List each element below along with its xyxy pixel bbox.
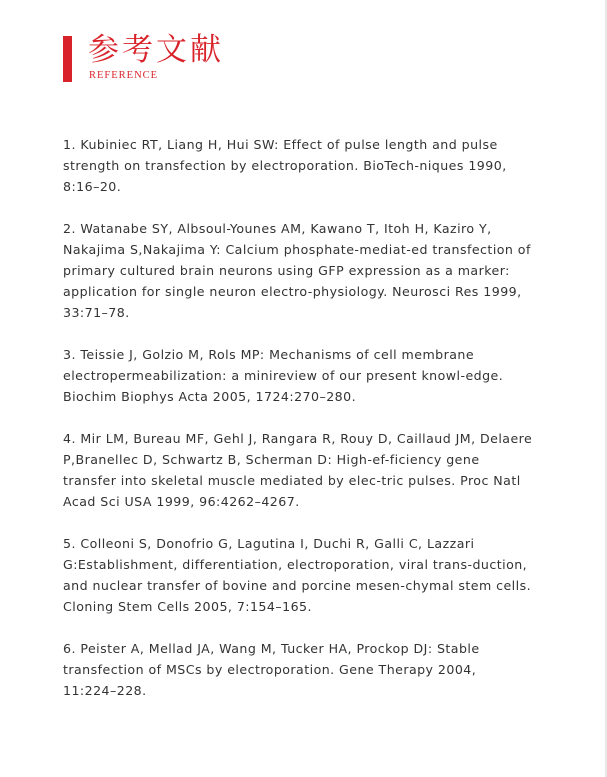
- reference-item-2: 2. Watanabe SY, Albsoul-Younes AM, Kawano T, Itoh H, Kaziro Y, Nakajima S,Nakajima Y: Calcium phosphate-mediat-ed transfection of primary cultured brain neurons using GFP expression as a marker: application for single neuron electro-physiology. Neurosci Res 1999, 33:71–78.: [63, 221, 531, 320]
- page-title: 参考文献: [88, 32, 224, 68]
- reference-item-6: 6. Peister A, Mellad JA, Wang M, Tucker HA, Prockop DJ: Stable transfection of MSCs by electroporation. Gene Therapy 2004, 11:224–228.: [63, 641, 480, 698]
- reference-item-5: 5. Colleoni S, Donofrio G, Lagutina I, Duchi R, Galli C, Lazzari G:Establishment, differentiation, electroporation, viral trans-duction, and nuclear transfer of bovine and porcine mesen-chymal stem cells. Cloning Stem Cells 2005, 7:154–165.: [63, 536, 532, 614]
- reference-item-1: 1. Kubiniec RT, Liang H, Hui SW: Effect of pulse length and pulse strength on transfection by electroporation. BioTech-niques 1990, 8:16–20.: [63, 137, 507, 194]
- header-accent-bar: [63, 36, 72, 82]
- reference-list: [63, 134, 533, 722]
- reference-item-3: 3. Teissie J, Golzio M, Rols MP: Mechanisms of cell membrane electropermeabilization: a minireview of our present knowl-edge. Biochim Biophys Acta 2005, 1724:270–280.: [63, 347, 504, 404]
- reference-item-4: 4. Mir LM, Bureau MF, Gehl J, Rangara R, Rouy D, Caillaud JM, Delaere P,Branellec D, Schwartz B, Scherman D: High-ef-ficiency gene transfer into skeletal muscle mediated by elec-tric pulses. Proc Natl Acad Sci USA 1999, 96:4262–4267.: [63, 431, 533, 509]
- page-subtitle: REFERENCE: [89, 70, 159, 81]
